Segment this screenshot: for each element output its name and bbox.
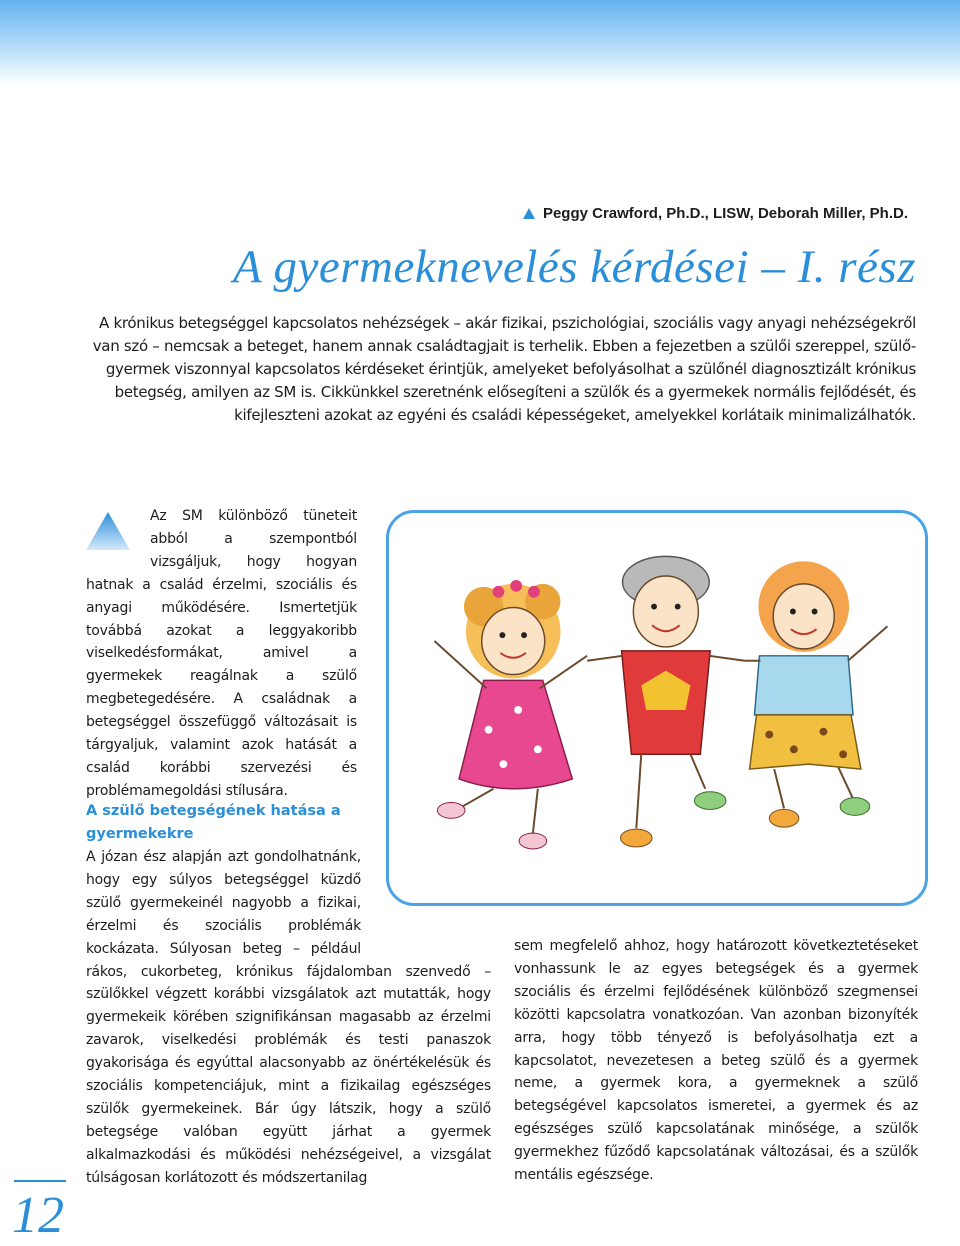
section-col1-text: A józan ész alapján azt gondolhatnánk, hogy egy súlyos betegséggel küzdő szülő gyermekeinél nagyobb a fizikai, érzelmi és szociális problémák kockázata. Súlyosan beteg – például rákos, cukorbeteg, krónikus fájdalomban szenvedő – szülőkkel végzett korábbi vizsgálatok azt mutatták, hogy gyermekeik körében szignifikánsan magasabb az érzelmi zavarok, viselkedési problémák és testi panaszok gyakorisága és egyúttal alacsonyabb az önértékelésük és szociális kompetenciájuk, mint a fizikailag egészséges szülők gyermekeinek. Bár úgy látszik, hogy a szülő betegsége valóban együtt járhat a gyermek alkalmazkodási és működési nehézségeivel, a vizsgálat túlságosan korlátozott és módszertanilag	[86, 849, 491, 1186]
top-color-band	[0, 0, 960, 86]
section-column-1	[86, 846, 491, 1190]
intro-paragraph	[86, 505, 357, 803]
page-number: 12	[12, 1187, 64, 1244]
author-line	[523, 205, 908, 222]
children-drawing	[389, 513, 925, 903]
triangle-bullet-icon	[523, 208, 535, 219]
lead-text: A krónikus betegséggel kapcsolatos nehézségek – akár fizikai, pszichológiai, szociális vagy anyagi nehézségekről van szó – nemcsak a beteget, hanem annak családtagjait is terhelik. Ebben a fejezetben a szülői szereppel, szülő-gyermek viszonnyal kapcsolatos kérdéseket érintjük, amelyeket befolyásolhat a szülőnél diagnosztizált krónikus betegség, amilyen az SM is. Cikkünkkel szeretnénk elősegíteni a szülők és a gyermekek normális fejlődését, és kifejleszteni azokat az egyéni és családi képességeket, amelyekkel korlátaik minimalizálhatók.	[92, 314, 916, 424]
authors: Peggy Crawford, Ph.D., LISW, Deborah Miller, Ph.D.	[542, 205, 908, 222]
section-heading: A szülő betegségének hatása a gyermekekre	[86, 803, 341, 842]
page-number-rule	[14, 1180, 66, 1182]
article-title: A gyermeknevelés kérdései – I. rész	[232, 241, 916, 293]
girl-right-figure	[745, 561, 888, 827]
section-column-2	[514, 935, 918, 1187]
section-col2-text: sem megfelelő ahhoz, hogy határozott következtetéseket vonhassunk le az egyes betegségek és a gyermek szociális és érzelmi fejlődésének különböző szegmensei közötti kapcsolatra vonatkozóan. Van azonban bizonyíték arra, hogy több tényező is befolyásolhatja ezt a kapcsolatot, nevezetesen a beteg szülő és a gyermek neme, a gyermek kora, a gyermeknek a szülő betegségével kapcsolatos ismeretei, a gyermek és az egészséges szülő kapcsolatának minősége, a szülők gyermekhez fűződő kapcsolatának változásai, és a szülők mentális egészsége.	[514, 938, 918, 1184]
lead-paragraph	[90, 312, 916, 427]
intro-text: Az SM különböző tüneteit abból a szempontból vizsgáljuk, hogy hogyan hatnak a család érzelmi, szociális és anyagi működésére. Ismertetjük továbbá azokat a leggyakoribb viselkedésformákat, amivel a gyermekek reagálnak a szülő megbetegedésére. A családnak a betegséggel összefüggő változásait is tárgyaljuk, valamint azok hatását a család korábbi szervezési és problémamegoldási stílusára.	[86, 508, 357, 799]
boy-middle-figure	[587, 556, 745, 847]
girl-left-figure	[434, 580, 587, 849]
